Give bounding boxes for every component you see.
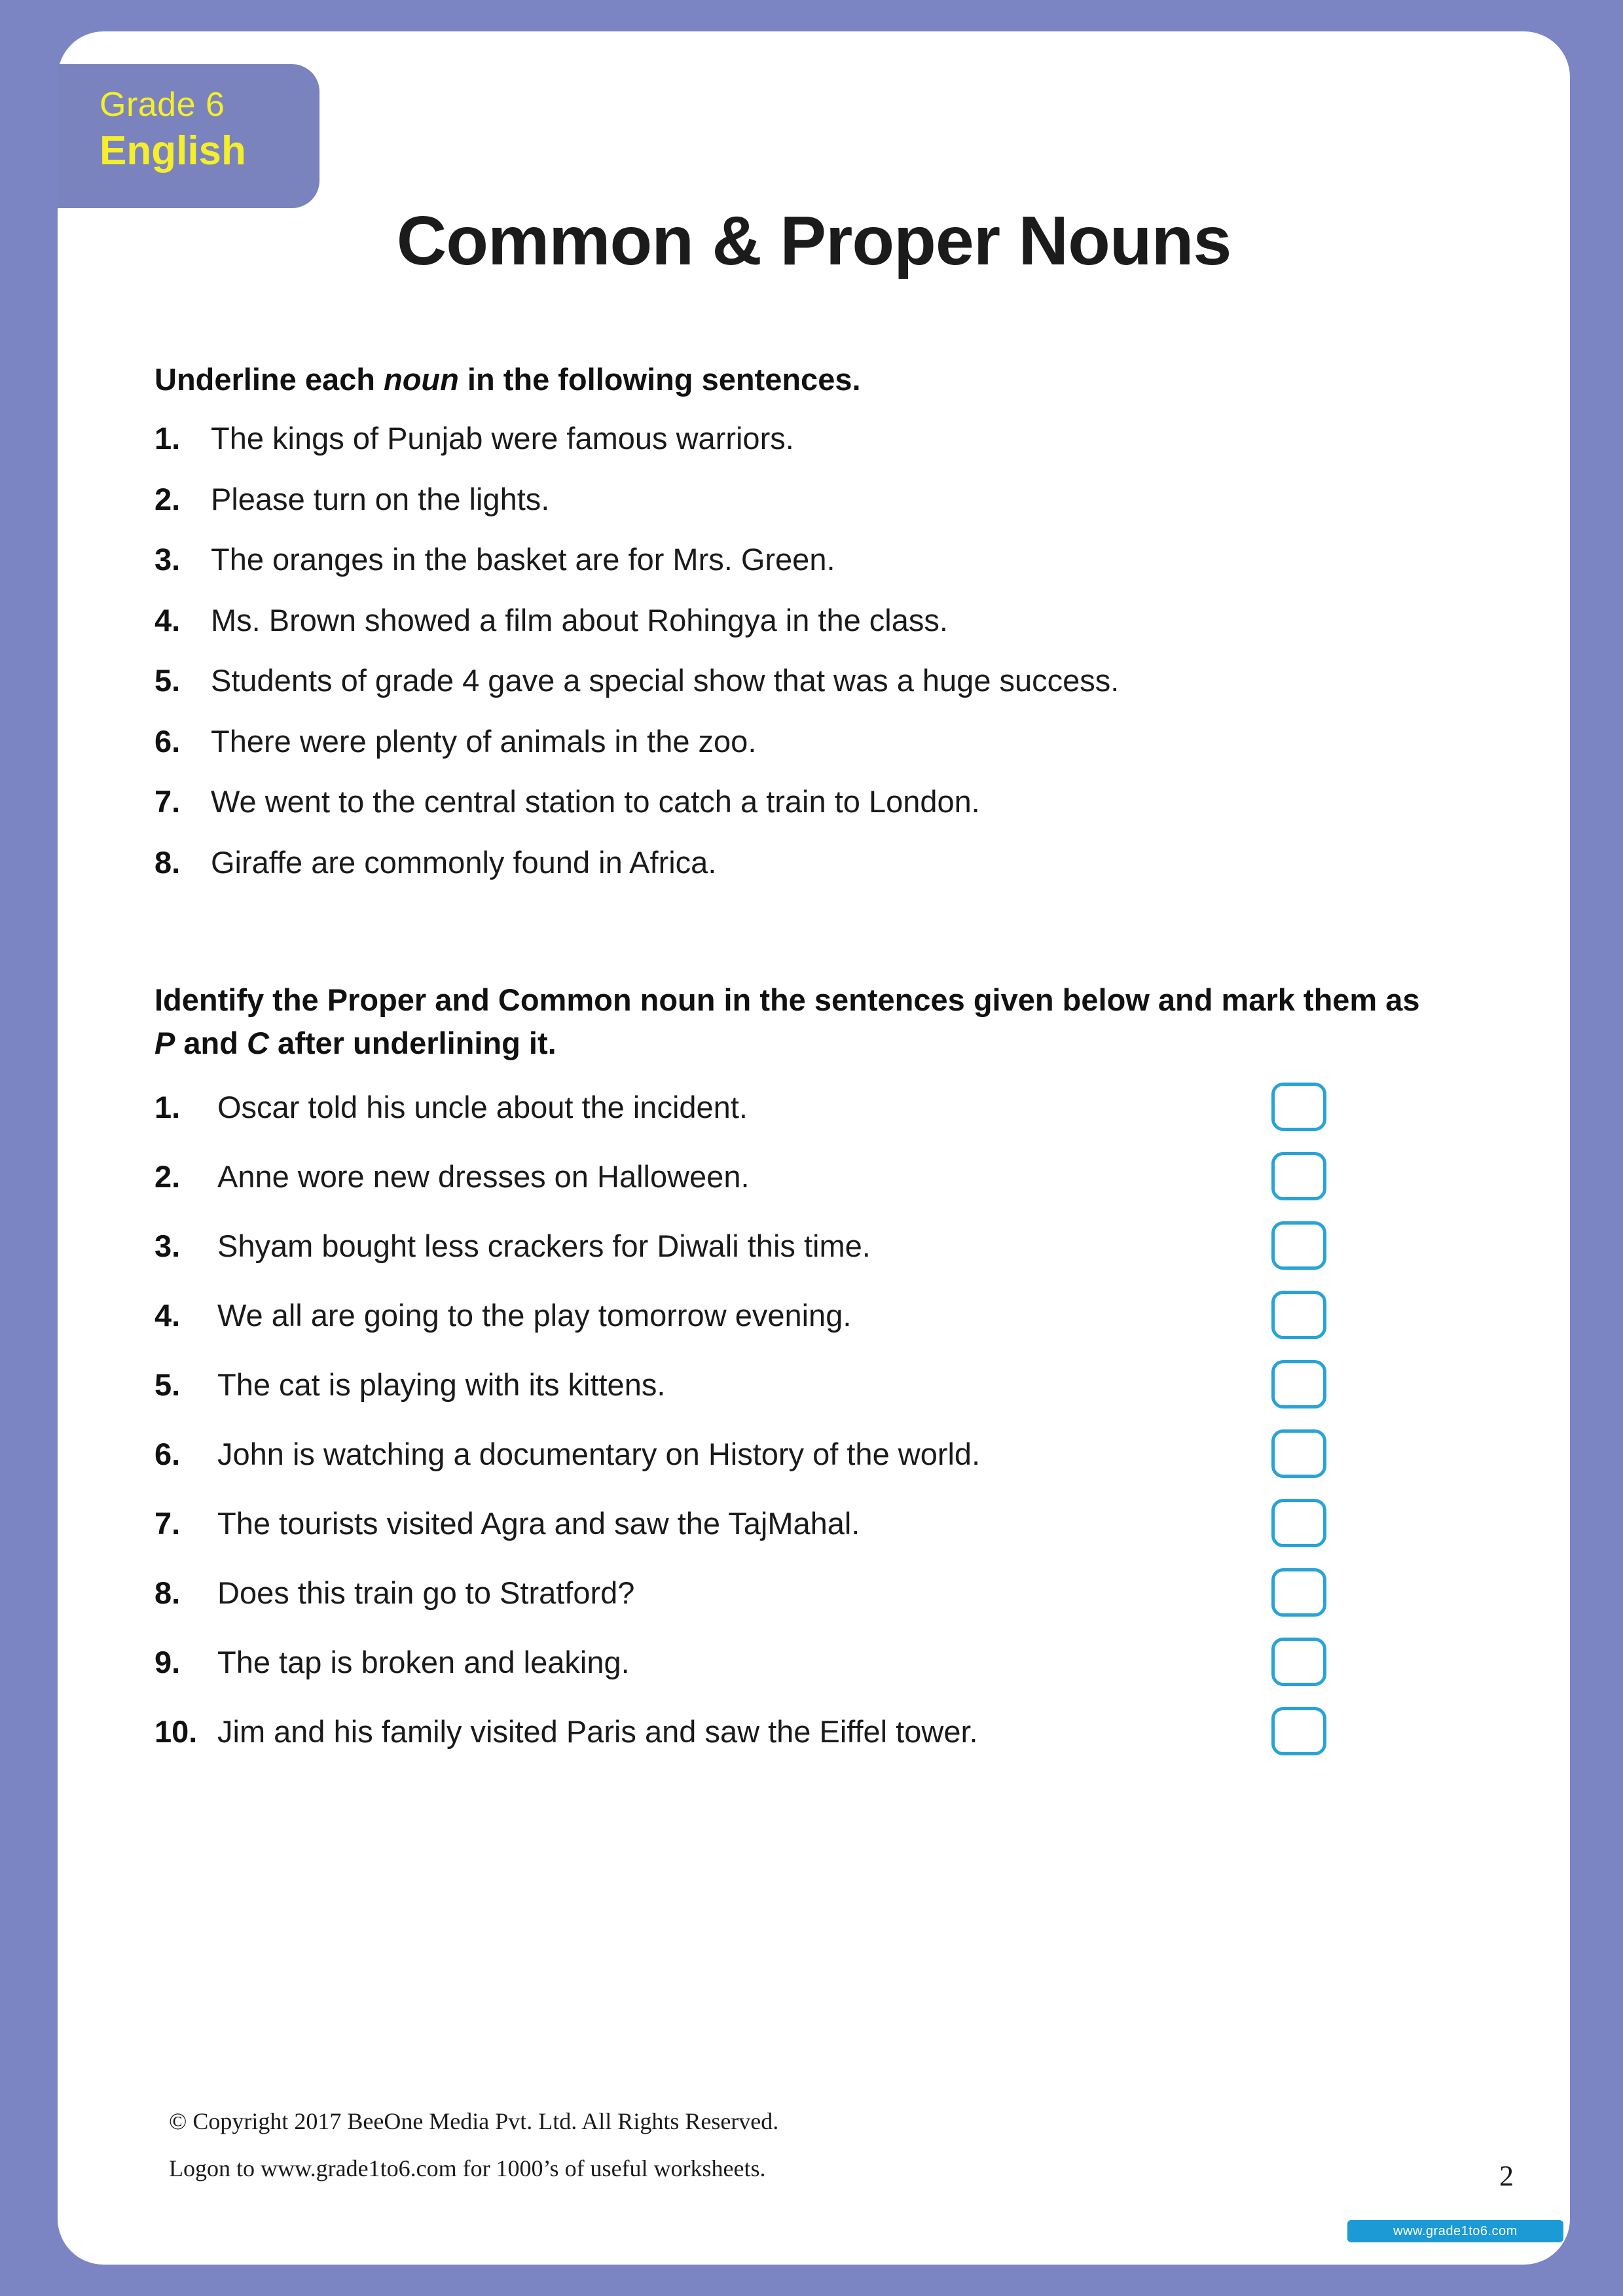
list-item [155, 476, 1484, 523]
page-title: Common & Proper Nouns [396, 202, 1231, 279]
question-number: 1. [155, 1089, 181, 1124]
worksheet-page [58, 31, 1570, 2265]
list-item [155, 658, 1484, 704]
list-item [155, 840, 1484, 886]
section1-instruction-post: in the following sentences. [458, 362, 861, 397]
question-number: 7. [155, 784, 181, 819]
section-divider [155, 900, 1484, 978]
section2-instruction-post: after underlining it. [269, 1026, 556, 1061]
list-item [155, 416, 1484, 462]
question-number: 3. [155, 1228, 181, 1263]
section2-instruction [155, 978, 1438, 1065]
question-number: 9. [155, 1644, 181, 1679]
question-number: 4. [155, 602, 181, 637]
question-text[interactable]: We went to the central station to catch a train to London. [211, 784, 980, 819]
question-number: 6. [155, 723, 181, 759]
question-number: 8. [155, 844, 181, 880]
question-text[interactable]: The tap is broken and leaking. [217, 1644, 630, 1679]
list-item [155, 1562, 1484, 1623]
list-item [155, 779, 1484, 825]
list-item [155, 598, 1484, 644]
question-text[interactable]: Does this train go to Stratford? [217, 1575, 635, 1610]
question-text[interactable]: Students of grade 4 gave a special show that was a huge success. [211, 663, 1120, 698]
section1-instruction [155, 359, 1484, 400]
question-text[interactable]: Anne wore new dresses on Halloween. [217, 1158, 750, 1194]
footer [169, 2108, 1485, 2202]
answer-box[interactable] [1271, 1638, 1326, 1686]
question-number: 8. [155, 1575, 181, 1610]
answer-box[interactable] [1271, 1707, 1326, 1755]
site-logo-text: www.grade1to6.com [1393, 2223, 1518, 2238]
answer-box[interactable] [1271, 1360, 1326, 1408]
list-item [155, 1215, 1484, 1276]
question-text[interactable]: The kings of Punjab were famous warriors. [211, 421, 794, 456]
section1-instruction-emphasis: noun [384, 362, 459, 397]
list-item [155, 1632, 1484, 1692]
question-number: 7. [155, 1505, 181, 1541]
section2-instruction-emphasis-c: C [247, 1026, 269, 1061]
logon-text: Logon to www.grade1to6.com for 1000’s of useful worksheets. [169, 2155, 766, 2181]
list-item [155, 1354, 1484, 1414]
question-text[interactable]: Jim and his family visited Paris and saw the Eiffel tower. [217, 1713, 978, 1749]
answer-box[interactable] [1271, 1499, 1326, 1547]
question-text[interactable]: There were plenty of animals in the zoo. [211, 723, 757, 759]
list-item [155, 719, 1484, 765]
answer-box[interactable] [1271, 1221, 1326, 1270]
section2-instruction-emphasis-p: P [155, 1026, 175, 1061]
question-number: 1. [155, 421, 181, 456]
question-text[interactable]: Please turn on the lights. [211, 481, 550, 516]
question-number: 5. [155, 1367, 181, 1402]
list-item [155, 1424, 1484, 1484]
section2-instruction-pre: Identify the Proper and Common noun in the sentences given below and mark them as [155, 982, 1420, 1018]
question-text[interactable]: Shyam bought less crackers for Diwali this time. [217, 1228, 871, 1263]
section1-instruction-pre: Underline each [155, 362, 384, 397]
list-item [155, 1077, 1484, 1137]
question-text[interactable]: Ms. Brown showed a film about Rohingya in the class. [211, 602, 948, 637]
question-number: 3. [155, 542, 181, 577]
question-text[interactable]: The tourists visited Agra and saw the TajMahal. [217, 1505, 860, 1541]
answer-box[interactable] [1271, 1568, 1326, 1617]
section2-instruction-mid: and [175, 1026, 247, 1061]
site-logo[interactable] [1347, 2220, 1563, 2242]
question-number: 2. [155, 481, 181, 516]
list-item [155, 1285, 1484, 1345]
copyright-text: © Copyright 2017 BeeOne Media Pvt. Ltd. All Rights Reserved. [169, 2108, 779, 2134]
section1-question-list [155, 416, 1484, 886]
list-item [155, 1146, 1484, 1206]
worksheet-content [155, 359, 1484, 1770]
answer-box[interactable] [1271, 1291, 1326, 1339]
subject-label: English [100, 128, 246, 174]
question-number: 10. [155, 1713, 198, 1749]
list-item [155, 537, 1484, 583]
answer-box[interactable] [1271, 1083, 1326, 1131]
grade-subject-badge [58, 64, 319, 208]
question-number: 4. [155, 1297, 181, 1333]
question-text[interactable]: Giraffe are commonly found in Africa. [211, 844, 717, 880]
question-number: 5. [155, 663, 181, 698]
question-text[interactable]: We all are going to the play tomorrow evening. [217, 1297, 852, 1333]
question-text[interactable]: Oscar told his uncle about the incident. [217, 1089, 748, 1124]
question-number: 6. [155, 1436, 181, 1471]
list-item [155, 1493, 1484, 1553]
answer-box[interactable] [1271, 1429, 1326, 1478]
section2-question-list [155, 1077, 1484, 1761]
question-text[interactable]: The oranges in the basket are for Mrs. Green. [211, 542, 835, 577]
page-number: 2 [1499, 2160, 1514, 2192]
question-number: 2. [155, 1158, 181, 1194]
answer-box[interactable] [1271, 1152, 1326, 1200]
list-item [155, 1701, 1484, 1761]
grade-label: Grade 6 [100, 86, 225, 124]
question-text[interactable]: The cat is playing with its kittens. [217, 1367, 666, 1402]
question-text[interactable]: John is watching a documentary on History of the world. [217, 1436, 981, 1471]
